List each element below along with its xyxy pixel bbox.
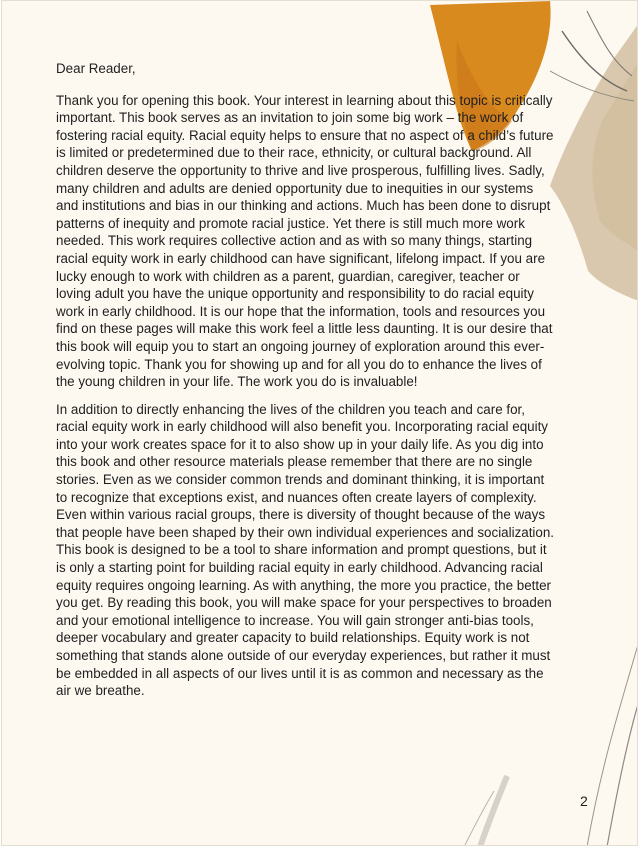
grey-stroke <box>607 701 638 846</box>
paragraph: In addition to directly enhancing the lives of the children you teach and care for, racial equity work in early childhood will also benefit you. Incorporating racial equity into your work creates space for it to also show up in your daily life. As you dig into this book and other resource materials please remember that there are no single stories. Even as we consider common trends and dominant thinking, it is important to recognize that exceptions exist, and nuances often create layers of complexity. Even within various racial groups, there is diversity of thought because of the ways that people have been shaped by their own individual experiences and socialization. This book is designed to be a tool to share information and prompt questions, but it is only a starting point for building racial equity in early childhood. Advancing racial equity requires ongoing learning. As with anything, the more you practice, the better you get. By reading this book, you will make space for your perspectives to broaden and your emotional intelligence to increase. You will gain stronger anti-bias tools, deeper vocabulary and greater capacity to build relationships. Equity work is not something that stands alone outside of our everyday experiences, but rather it must be embedded in all aspects of our lives until it is as common and necessary as the air we breathe. <box>56 401 555 699</box>
paragraph: Thank you for opening this book. Your interest in learning about this topic is critically important. This book serves as an invitation to join some big work – the work of fostering racial equity. Racial equity helps to ensure that no aspect of a child’s future is limited or predetermined due to their race, ethnicity, or cultural background. All children deserve the opportunity to thrive and live prosperous, fulfilling lives. Sadly, many children and adults are denied opportunity due to inequities in our systems and institutions and bias in our thinking and actions. Much has been done to disrupt patterns of inequity and promote racial justice. Yet there is still much more work needed. This work requires collective action and as with so many things, starting racial equity work in early childhood can have significant, lifelong impact. If you are lucky enough to work with children as a parent, guardian, caregiver, teacher or loving adult you have the unique opportunity and responsibility to do racial equity work in early childhood. It is our hope that the information, tools and resources you find on these pages will make this work feel a little less daunting. It is our desire that this book will equip you to start an ongoing journey of exploration around this ever-evolving topic. Thank you for showing up and for all you do to enhance the lives of the young children in your life. The work you do is invaluable! <box>56 92 554 390</box>
grey-stroke <box>480 776 507 846</box>
letter-body <box>56 60 556 710</box>
document-page <box>1 0 638 846</box>
page-number: 2 <box>580 793 588 809</box>
salutation: Dear Reader, <box>56 61 136 76</box>
